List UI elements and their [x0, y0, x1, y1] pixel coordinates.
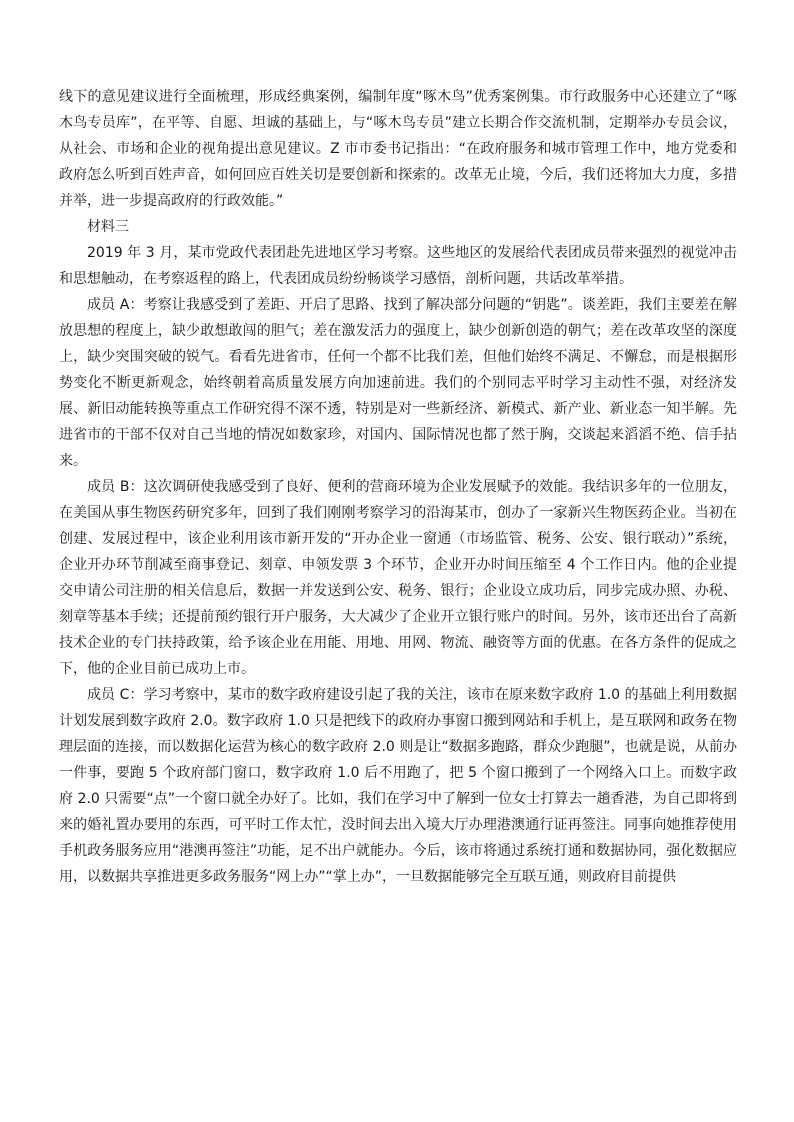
paragraph-member-b: 成员 B：这次调研使我感受到了良好、便利的营商环境为企业发展赋予的效能。我结识多年的一位朋友，在美国从事生物医药研究多年，回到了我们刚刚考察学习的沿海某市，创办了一家新兴生物医药企业。当初在创建、发展过程中，该企业利用该市新开发的“开办企业一窗通（市场监管、税务、公安、银行联动）”系统，企业开办环节削减至商事登记、刻章、申领发票 3 个环节，企业开办时间压缩至 4 个工作日内。他的企业提交申请公司注册的相关信息后，数据一并发送到公安、税务、银行；企业设立成功后，同步完成办照、办税、刻章等基本手续；还提前预约银行开户服务，大大减少了企业开立银行账户的时间。另外，该市还出台了高新技术企业的专门扶持政策，给予该企业在用能、用地、用网、物流、融资等方面的优惠。在各方条件的促成之下，他的企业目前已成功上市。 [59, 479, 737, 677]
paragraph-intro-2019: 2019 年 3 月，某市党政代表团赴先进地区学习考察。这些地区的发展给代表团成员带来强烈的视觉冲击和思想触动，在考察返程的路上，代表团成员纷纷畅谈学习感悟，剖析问题，共话改革举措。 [59, 245, 737, 287]
paragraph-member-a: 成员 A：考察让我感受到了差距、开启了思路、找到了解决部分问题的“钥匙”。谈差距，我们主要差在解放思想的程度上，缺少敢想敢闯的胆气；差在激发活力的强度上，缺少创新创造的朝气；差在改革攻坚的深度上，缺少突围突破的锐气。看看先进省市，任何一个都不比我们差，但他们始终不满足、不懈怠，而是根据形势变化不断更新观念，始终朝着高质量发展方向加速前进。我们的个别同志平时学习主动性不强，对经济发展、新旧动能转换等重点工作研究得不深不透，特别是对一些新经济、新模式、新产业、新业态一知半解。先进省市的干部不仅对自己当地的情况如数家珍，对国内、国际情况也都了然于胸，交谈起来滔滔不绝、信手拈来。 [59, 297, 737, 469]
paragraph-member-c: 成员 C：学习考察中，某市的数字政府建设引起了我的关注，该市在原来数字政府 1.0 的基础上利用数据计划发展到数字政府 2.0。数字政府 1.0 只是把线下的政府办事窗口搬到网站和手机上，是互联网和政务在物理层面的连接，而以数据化运营为核心的数字政府 2.0 则是让“数据多跑路，群众少跑腿”，也就是说，从前办一件事，要跑 5 个政府部门窗口，数字政府 1.0 后不用跑了，把 5 个窗口搬到了一个网络入口上。而数字政府 2.0 只需要“点”一个窗口就全办好了。比如，我们在学习中了解到一位女士打算去一趟香港，为自己即将到来的婚礼置办要用的东西，可平时工作太忙，没时间去出入境大厅办理港澳通行证再签注。同事向她推荐使用手机政务服务应用“港澳再签注”功能，足不出户就能办。今后，该市将通过系统打通和数据协同，强化数据应用，以数据共享推进更多政务服务“网上办”“掌上办”，一旦数据能够完全互联互通，则政府目前提供 [59, 687, 737, 885]
document-page [59, 84, 737, 890]
section-heading: 材料三 [87, 219, 129, 235]
intro-paragraph: 线下的意见建议进行全面梳理，形成经典案例，编制年度“啄木鸟”优秀案例集。市行政服务中心还建立了“啄木鸟专员库”，在平等、自愿、坦诚的基础上，与“啄木鸟专员”建立长期合作交流机制，定期举办专员会议，从社会、市场和企业的视角提出意见建议。Z 市市委书记指出：“在政府服务和城市管理工作中，地方党委和政府怎么听到百姓声音，如何回应百姓关切是要创新和探索的。改革无止境，今后，我们还将加大力度，多措并举，进一步提高政府的行政效能。” [59, 89, 737, 209]
